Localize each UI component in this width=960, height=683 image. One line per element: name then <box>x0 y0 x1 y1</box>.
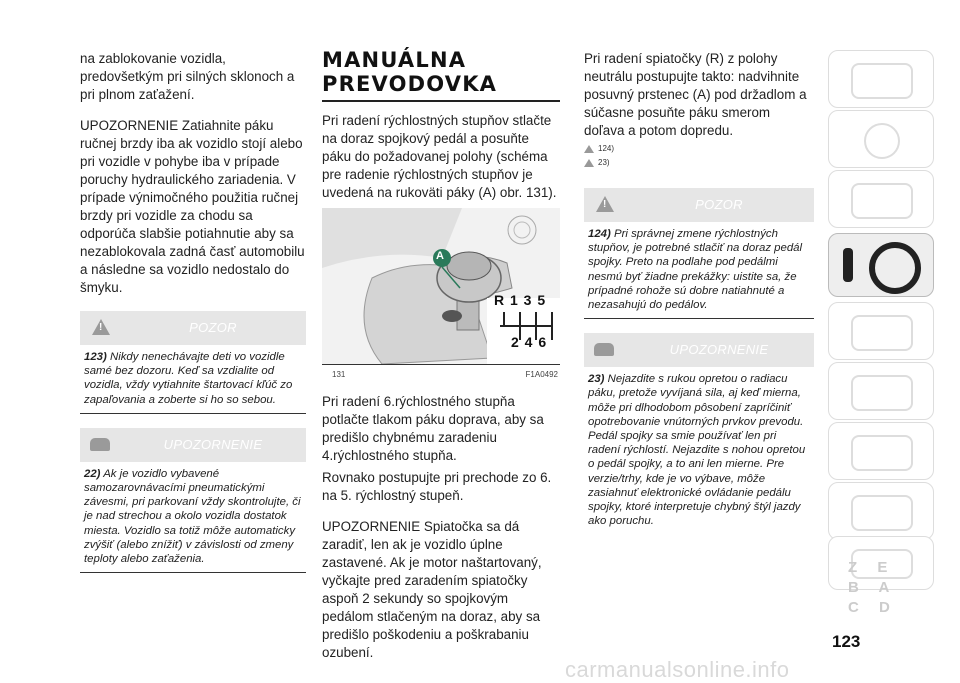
reference-warning <box>598 144 814 156</box>
note-number: 123) <box>84 351 107 363</box>
warning-box-title: POZOR <box>189 320 237 335</box>
chapter-tab-starting-driving[interactable] <box>828 233 934 297</box>
warning-triangle-icon: ! <box>92 319 110 335</box>
notice-box-title: UPOZORNENIE <box>669 342 769 358</box>
title-rule <box>322 100 560 102</box>
page-number: 123 <box>832 632 861 651</box>
car-notice-icon <box>594 343 614 356</box>
paragraph: Rovnako postupujte pri prechode zo 6. na 5. rýchlostný stupeň. <box>322 470 552 503</box>
chapter-tab-technical-data[interactable] <box>828 482 934 540</box>
chapter-sidebar <box>828 50 932 616</box>
column-right <box>584 50 814 534</box>
warning-lights-icon <box>864 123 900 159</box>
chapter-tab-warning-lights[interactable] <box>828 110 934 168</box>
note-number: 22) <box>84 467 101 480</box>
road-icon <box>851 315 913 351</box>
column-middle <box>322 48 560 675</box>
warning-box-title: POZOR <box>695 197 743 212</box>
note-text: Pri správnej zmene rýchlostných stupňov, je potrebné stlačiť na doraz pedál spojky. Preto na podlahe pod pedálmi nesmú byť žiadne prekážky: uistite sa, že prípadné rohože sú dobre natiahnuté a nezasahujú do pedálov. <box>588 228 803 312</box>
warning-box-body <box>80 345 306 414</box>
key-icon <box>843 248 853 282</box>
chapter-tab-road[interactable] <box>828 302 934 360</box>
warning-triangle-icon: ! <box>596 196 614 212</box>
warning-triangle-icon <box>584 145 594 153</box>
note-number: 124) <box>588 228 611 240</box>
figure-label-a: A <box>436 250 444 262</box>
paragraph: Pri radení spiatočky (R) z polohy neutrálu postupujte takto: nadvihnite posuvný prstenec (A) pod držadlom a súčasne posuňte páku smerom doľava a potom dopredu. <box>584 51 807 138</box>
reference-number: 124) <box>598 144 615 153</box>
note-number: 23) <box>588 373 605 386</box>
note-text: Ak je vozidlo vybavené samozarovnávacími pneumatickými závesmi, pri parkovaní vždy skontrolujte, či je nad strechou a okolo vozidla dostatok miesta. Vozidlo sa totiž môže automaticky zvýšiť (alebo znížiť) v závislosti od zmeny teploty alebo zaťaženia. <box>84 467 301 566</box>
figure-number: 131 <box>332 370 346 379</box>
car-notice-icon <box>90 438 110 451</box>
emergency-icon <box>851 375 913 411</box>
paragraph: Pri radení rýchlostných stupňov stlačte na doraz spojkový pedál a posuňte páku do požadovanej polohy (schéma pre radenie rýchlostných stupňov je uvedená na rukoväti páky (A) obr. 131). <box>322 113 557 200</box>
reference-notice <box>598 158 814 170</box>
paragraph: UPOZORNENIE Zatiahnite páku ručnej brzdy iba ak vozidlo stojí alebo pri vozidle v pohybe iba v prípade poruchy hydraulického zariadenia. V prípade výnimočného použitia ručnej brzdy pri vozidle za chodu sa odporúča slabšie potiahnutie aby sa nezablokovala zadná časť automobilu a následne sa vozidlo nedostalo do šmyku. <box>80 118 305 295</box>
notice-box-header <box>584 333 814 367</box>
section-title <box>322 48 560 96</box>
safety-icon <box>851 183 913 219</box>
technical-data-icon <box>851 495 913 531</box>
gear-lever-figure <box>322 208 560 365</box>
note-text: Nejazdite s rukou opretou o radiacu páku, pretože vyvíjaná sila, aj keď mierna, môže pri dlhodobom pôsobení zapríčiniť opotrebovanie vnútorných prvkov prevodu. Pedál spojky sa smie používať len pri radení rýchlostí. Nejazdite s nohou opretou o pedál spojky, a to ani len mierne. Pre verzie/trhy, kde je vo výbave, môže zasiahnuť elektronické ovládanie pedálu spojky, ktoré interpretuje chybný štýl jazdy ako poruchu. <box>588 373 806 528</box>
chapter-tab-index[interactable] <box>828 550 932 616</box>
index-icon: Z E B A C D <box>848 559 894 616</box>
gear-pattern-top: R 1 3 5 <box>494 292 547 308</box>
steering-wheel-icon <box>869 242 921 294</box>
note-text: Nikdy nenechávajte deti vo vozidle samé bez dozoru. Keď sa vzdialite od vozidla, vždy vytiahnite štartovací kľúč zo zapaľovania a zoberte si ho so sebou. <box>84 351 293 406</box>
notice-box-body <box>584 367 814 534</box>
chapter-tab-maintenance[interactable] <box>828 422 934 480</box>
car-info-icon <box>851 63 913 99</box>
section-title-line: MANUÁLNA <box>322 48 467 72</box>
notice-box-title: UPOZORNENIE <box>163 436 263 452</box>
figure-code: F1A0492 <box>525 370 558 379</box>
notice-box-header <box>80 428 306 462</box>
reference-number: 23) <box>598 158 610 167</box>
chapter-tab-safety[interactable] <box>828 170 934 228</box>
paragraph: Pri radení 6.rýchlostného stupňa potlačte tlakom páku doprava, aby sa predišlo chybnému zaradeniu 4.rýchlostného stupňa. <box>322 394 544 463</box>
notice-box-body <box>80 462 306 573</box>
maintenance-icon <box>851 435 913 471</box>
paragraph: na zablokovanie vozidla, predovšetkým pri silných sklonoch a pri plnom zaťažení. <box>80 51 295 102</box>
warning-box-body <box>584 222 814 319</box>
gear-pattern-bottom: 2 4 6 <box>511 334 548 350</box>
watermark: carmanualsonline.info <box>565 657 790 682</box>
section-title-line: PREVODOVKA <box>322 72 498 96</box>
warning-box-header <box>584 188 814 222</box>
column-left <box>80 50 306 573</box>
figure-caption <box>322 369 560 383</box>
chapter-tab-emergency[interactable] <box>828 362 934 420</box>
paragraph: UPOZORNENIE Spiatočka sa dá zaradiť, len ak je vozidlo úplne zastavené. Ak je motor naštartovaný, vyčkajte pred zaradením spiatočky aspoň 2 sekundy so spojkovým pedálom stlačeným na doraz, aby sa predišlo poškodeniu a poškrabaniu ozubení. <box>322 519 542 660</box>
warning-box-header <box>80 311 306 345</box>
car-notice-icon <box>584 159 594 167</box>
chapter-tab-car-info[interactable] <box>828 50 934 108</box>
